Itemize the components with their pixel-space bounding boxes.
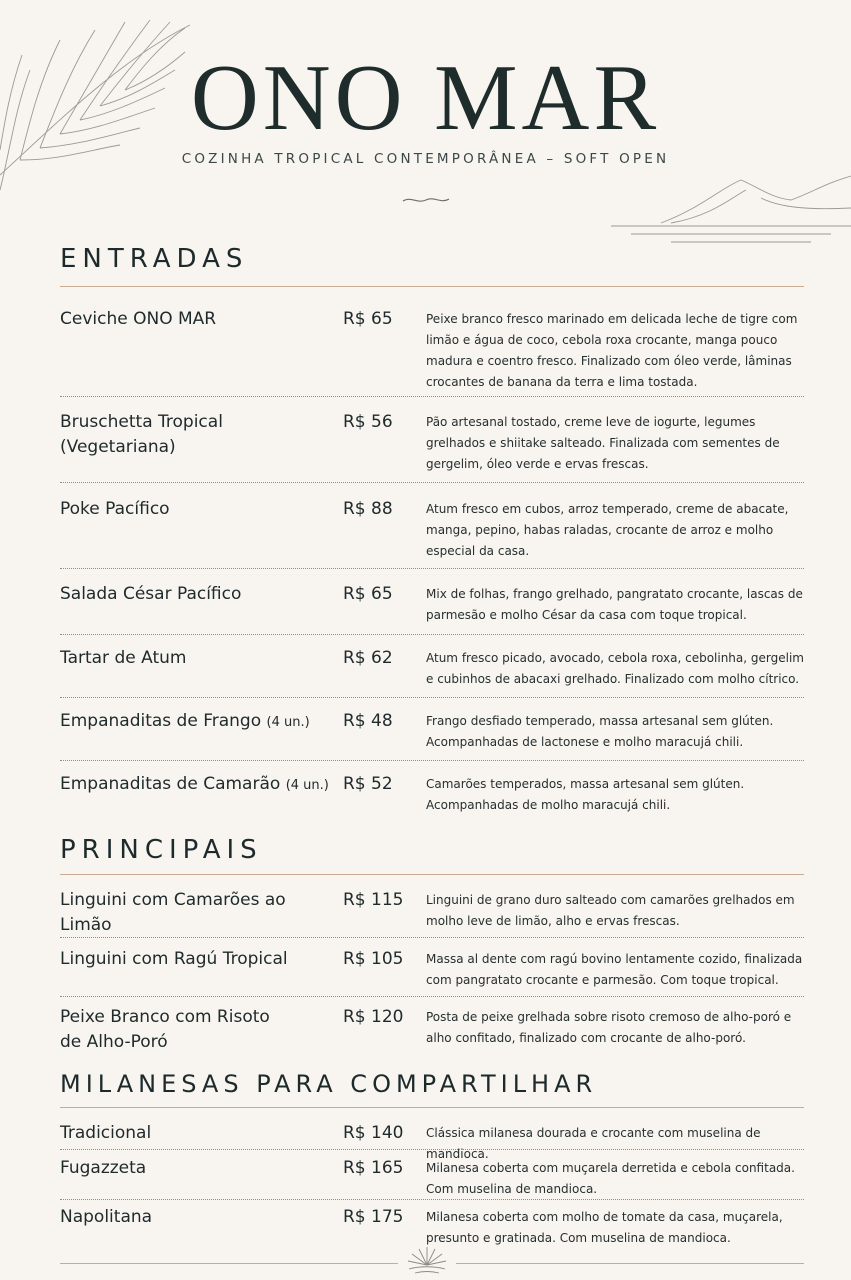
item-divider xyxy=(60,482,804,483)
item-description: Mix de folhas, frango grelhado, pangratato crocante, lascas de parmesão e molho César da casa com toque tropical. xyxy=(426,587,803,622)
section-title-principais: PRINCIPAIS xyxy=(60,835,263,865)
item-description: Posta de peixe grelhada sobre risoto cremoso de alho-poró e alho confitado, finalizado com crocante de alho-poró. xyxy=(426,1010,792,1045)
item-name: Tradicional xyxy=(60,1123,152,1143)
item-divider xyxy=(60,396,804,397)
item-price: R$ 62 xyxy=(343,648,393,668)
item-name: Peixe Branco com Risoto de Alho-Poró xyxy=(60,1007,270,1052)
item-name: Tartar de Atum xyxy=(60,648,187,668)
item-description: Frango desfiado temperado, massa artesanal sem glúten. Acompanhadas de lactonese e molho maracujá chili. xyxy=(426,714,774,749)
item-description: Camarões temperados, massa artesanal sem glúten. Acompanhadas de molho maracujá chili. xyxy=(426,777,745,812)
tagline: COZINHA TROPICAL CONTEMPORÂNEA – SOFT OPEN xyxy=(181,151,670,167)
item-description: Linguini de grano duro salteado com camarões grelhados em molho leve de limão, alho e ervas frescas. xyxy=(426,893,795,928)
item-name: Bruschetta Tropical (Vegetariana) xyxy=(60,412,223,457)
item-description: Clássica milanesa dourada e crocante com muselina de mandioca. xyxy=(426,1126,761,1161)
wave-icon xyxy=(401,194,451,206)
item-price: R$ 52 xyxy=(343,774,393,794)
item-price: R$ 175 xyxy=(343,1207,404,1227)
item-name: Poke Pacífico xyxy=(60,499,170,519)
item-description: Pão artesanal tostado, creme leve de iogurte, legumes grelhados e shiitake salteado. Finalizada com sementes de gergelim, óleo verde e ervas frescas. xyxy=(426,415,780,471)
item-quantity: (4 un.) xyxy=(285,778,329,793)
section-title-entradas: ENTRADAS xyxy=(60,244,249,274)
item-price: R$ 140 xyxy=(343,1123,404,1143)
item-name: Empanaditas de Camarão (4 un.) xyxy=(60,774,329,794)
item-price: R$ 48 xyxy=(343,711,393,731)
section-rule xyxy=(60,874,804,875)
item-divider xyxy=(60,760,804,761)
item-price: R$ 105 xyxy=(343,949,404,969)
item-divider xyxy=(60,1199,804,1200)
item-quantity: (4 un.) xyxy=(266,715,310,730)
item-description: Atum fresco picado, avocado, cebola roxa, cebolinha, gergelim e cubinhos de abacaxi grelhado. Finalizado com molho cítrico. xyxy=(426,651,804,686)
item-price: R$ 56 xyxy=(343,412,393,432)
item-price: R$ 65 xyxy=(343,584,393,604)
item-name: Salada César Pacífico xyxy=(60,584,242,604)
section-title-milanesas: MILANESAS PARA COMPARTILHAR xyxy=(60,1070,598,1098)
footer-rule-right xyxy=(456,1263,804,1264)
restaurant-name: ONO MAR xyxy=(190,46,661,150)
footer-rule-left xyxy=(60,1263,398,1264)
mountains-icon xyxy=(611,168,851,258)
item-name: Linguini com Ragú Tropical xyxy=(60,949,288,969)
item-description: Milanesa coberta com muçarela derretida e cebola confitada. Com muselina de mandioca. xyxy=(426,1161,795,1196)
item-description: Massa al dente com ragú bovino lentamente cozido, finalizada com pangratato crocante e parmesão. Com toque tropical. xyxy=(426,952,803,987)
item-description: Peixe branco fresco marinado em delicada leche de tigre com limão e água de coco, cebola roxa crocante, manga pouco madura e coentro fresco. Finalizado com óleo verde, lâminas crocantes de banana da terra e lima tostada. xyxy=(426,312,798,389)
item-divider xyxy=(60,1149,804,1150)
item-name: Empanaditas de Frango (4 un.) xyxy=(60,711,310,731)
section-rule xyxy=(60,1107,804,1108)
item-name: Linguini com Camarões ao Limão xyxy=(60,890,286,935)
item-name: Ceviche ONO MAR xyxy=(60,309,217,329)
item-price: R$ 65 xyxy=(343,309,393,329)
item-divider xyxy=(60,568,804,569)
item-divider xyxy=(60,634,804,635)
item-price: R$ 115 xyxy=(343,890,404,910)
item-name: Napolitana xyxy=(60,1207,153,1227)
item-description: Atum fresco em cubos, arroz temperado, creme de abacate, manga, pepino, habas raladas, crocante de arroz e molho especial da casa. xyxy=(426,502,789,558)
item-price: R$ 165 xyxy=(343,1158,404,1178)
item-description: Milanesa coberta com molho de tomate da casa, muçarela, presunto e gratinada. Com muselina de mandioca. xyxy=(426,1210,783,1245)
item-name: Fugazzeta xyxy=(60,1158,147,1178)
item-price: R$ 88 xyxy=(343,499,393,519)
sunburst-icon xyxy=(405,1243,449,1277)
item-divider xyxy=(60,697,804,698)
section-rule xyxy=(60,286,804,287)
item-divider xyxy=(60,937,804,938)
item-divider xyxy=(60,996,804,997)
item-price: R$ 120 xyxy=(343,1007,404,1027)
